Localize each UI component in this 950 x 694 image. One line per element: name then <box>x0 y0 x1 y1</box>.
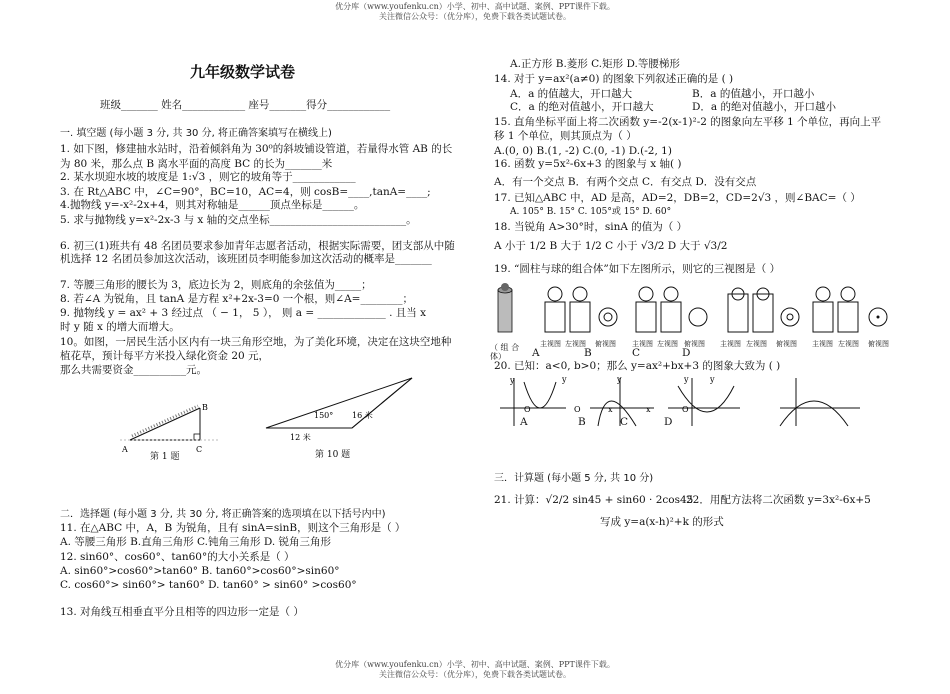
figure-10-angle-label: 150° <box>314 411 334 420</box>
page-header-line1: 优分库（www.youfenku.cn）小学、初中、高中试题、案例、PPT课件下载。 <box>335 2 615 11</box>
question-9-line1: 9. 抛物线 y = ax² + 3 经过点 （ − 1， 5 ）， 则 a = _____________ . 且当 x <box>60 307 427 319</box>
svg-text:y: y <box>562 375 567 384</box>
section2-heading: 二．选择题 (每小题 3 分, 共 30 分, 将正确答案的选项填在以下括号内中) <box>60 509 386 520</box>
option-A-views <box>545 287 617 332</box>
figure-1-label-C: C <box>196 445 203 454</box>
svg-text:O: O <box>574 405 581 414</box>
question-9-line2: 时 y 随 x 的增大而增大。 <box>60 321 180 333</box>
figure-10-side-16: 16 米 <box>352 411 373 420</box>
question-11: 11. 在△ABC 中，A，B 为锐角，且有 sinA=sinB，则这个三角形是（ ） <box>60 522 406 534</box>
q19-c-top-label: 俯视图 <box>776 340 797 348</box>
q19-c-main-label: 主视图 <box>720 340 741 348</box>
page-title: 九年级数学试卷 <box>190 63 296 81</box>
option-C-views <box>728 288 799 332</box>
question-19: 19. “圆柱与球的组合体”如下左图所示，则它的三视图是（ ） <box>494 263 781 275</box>
question-22: 22．用配方法将二次函数 y=3x²-6x+5 <box>686 494 871 506</box>
q19-combo-label: （ 组 合 <box>490 343 520 352</box>
question-13: 13. 对角线互相垂直平分且相等的四边形一定是（ ） <box>60 606 304 618</box>
q20-option-C: C <box>620 416 629 428</box>
figure-10-triangle <box>260 372 420 448</box>
section1-heading: 一. 填空题 (每小题 3 分, 共 30 分, 将正确答案填写在横线上) <box>60 128 332 139</box>
student-info-line: 班级_______ 姓名____________ 座号_______得分____________ <box>100 99 391 111</box>
question-2: 2. 某水坝迎水坡的坡度是 1:√3 ，则它的坡角等于____________ <box>60 171 356 183</box>
question-18: 18. 当锐角 A>30°时，sinA 的值为（ ） <box>494 221 688 233</box>
svg-text:x: x <box>608 405 613 414</box>
q20-option-D: D <box>664 416 673 428</box>
question-12-options-2: C. cos60°> sin60°> tan60° D. tan60° > sin60° >cos60° <box>60 579 357 591</box>
question-6-line1: 6. 初三(1)班共有 48 名团员要求参加青年志愿者活动，根据实际需要，团支部从中随 <box>60 240 455 252</box>
option-D-views <box>813 287 887 332</box>
question-15-line1: 15. 直角坐标平面上将二次函数 y=-2(x-1)²-2 的图象向左平移 1 个单位，再向上平 <box>494 116 882 128</box>
q19-a-main-label: 主视图 <box>540 340 561 348</box>
option-B-views <box>636 287 707 332</box>
question-15-options: A.(0, 0) B.(1, -2) C.(0, -1) D.(-2, 1) <box>494 145 672 157</box>
question-6-line2: 机选择 12 名团员参加这次活动，该班团员李明能参加这次活动的概率是_______ <box>60 253 432 265</box>
graph-A <box>500 375 567 426</box>
section3-heading: 三．计算题 (每小题 5 分, 共 10 分) <box>494 473 654 484</box>
question-14-option-c: C．a 的绝对值越小，开口越大 <box>510 101 654 113</box>
q19-b-left-label: 左视图 <box>657 340 678 348</box>
question-18-options: A 小于 1/2 B 大于 1/2 C 小于 √3/2 D 大于 √3/2 <box>494 240 728 252</box>
q19-d-left-label: 左视图 <box>838 340 859 348</box>
svg-text:y: y <box>684 375 689 384</box>
q19-d-main-label: 主视图 <box>812 340 833 348</box>
q19-option-C: C <box>632 347 641 359</box>
question-13-options: A.正方形 B.菱形 C.矩形 D.等腰梯形 <box>510 58 680 70</box>
figure-1-caption: 第 1 题 <box>150 452 180 462</box>
figure-1-label-B: B <box>202 403 208 412</box>
q20-option-A: A <box>520 416 528 428</box>
question-11-options: A. 等腰三角形 B.直角三角形 C.钝角三角形 D. 锐角三角形 <box>60 536 332 548</box>
figure-10-side-12: 12 米 <box>290 433 311 442</box>
q19-combo-label2: 体） <box>490 352 506 361</box>
figure-1-label-A: A <box>122 445 128 454</box>
question-1-line2: 为 80 米，那么点 B 离水平面的高度 BC 的长为_______米 <box>60 158 333 170</box>
question-14: 14. 对于 y=ax²(a≠0) 的图象下列叙述正确的是 ( ) <box>494 73 734 85</box>
q19-option-D: D <box>682 347 691 359</box>
question-21: 21. 计算：√2/2 sin45 + sin60 · 2cos45 <box>494 494 694 506</box>
graph-C <box>668 375 740 426</box>
question-17-options: A. 105° B. 15° C. 105°或 15° D. 60° <box>510 207 672 217</box>
q19-d-top-label: 俯视图 <box>868 340 889 348</box>
figure-1-slope <box>120 398 220 460</box>
question-5: 5. 求与抛物线 y=x²-2x-3 与 x 轴的交点坐标__________________________。 <box>60 214 417 226</box>
question-10-line2: 植花草，预计每平方米投入绿化资金 20 元， <box>60 350 270 362</box>
svg-text:x: x <box>646 405 651 414</box>
question-20-graphs <box>496 372 896 430</box>
question-22-line2: 写成 y=a(x-h)²+k 的形式 <box>600 516 724 528</box>
q19-b-main-label: 主视图 <box>632 340 653 348</box>
question-17: 17. 已知△ABC 中，AD 是高，AD=2，DB=2，CD=2√3 ，则∠BAC=（ ） <box>494 192 861 204</box>
q19-a-left-label: 左视图 <box>565 340 586 348</box>
svg-text:y: y <box>710 375 715 384</box>
question-1-line1: 1. 如下图，修建抽水站时，沿着倾斜角为 30⁰的斜坡铺设管道，若量得水管 AB 的长 <box>60 143 453 155</box>
page-footer-line1: 优分库（www.youfenku.cn）小学、初中、高中试题、案例、PPT课件下载。 <box>335 660 615 669</box>
graph-B <box>574 375 654 426</box>
q19-option-A: A <box>532 347 540 359</box>
svg-text:y: y <box>617 375 622 384</box>
question-3: 3. 在 Rt△ABC 中，∠C=90°，BC=10，AC=4，则 cosB=____,tanA=____; <box>60 186 431 198</box>
question-4: 4.抛物线 y=-x²-2x+4，则其对称轴是______顶点坐标是______。 <box>60 199 365 211</box>
question-14-option-a: A．a 的值越大，开口越大 <box>510 88 633 100</box>
svg-text:O: O <box>682 405 689 414</box>
q19-c-left-label: 左视图 <box>746 340 767 348</box>
q19-a-top-label: 俯视图 <box>595 340 616 348</box>
question-10-line1: 10。如图，一居民生活小区内有一块三角形空地，为了美化环境，决定在这块空地种 <box>60 336 452 348</box>
svg-text:y: y <box>510 376 515 385</box>
page-footer-line2: 关注微信公众号：（优分库），免费下载各类试题试卷。 <box>379 670 571 679</box>
question-20: 20. 已知：a<0, b>0；那么 y=ax²+bx+3 的图象大致为 ( ) <box>494 360 781 372</box>
question-15-line2: 移 1 个单位，则其顶点为（ ） <box>494 130 637 142</box>
figure-10-caption: 第 10 题 <box>315 450 351 460</box>
question-10-line3: 那么共需要资金__________元。 <box>60 364 207 376</box>
svg-text:O: O <box>524 405 531 414</box>
q19-option-B: B <box>584 347 592 359</box>
question-8: 8. 若∠A 为锐角，且 tanA 是方程 x²+2x-3=0 一个根，则∠A=________； <box>60 293 413 305</box>
question-14-option-d: D．a 的绝对值越小，开口越小 <box>692 101 837 113</box>
combo-body-figure <box>498 283 512 332</box>
question-16-options: A．有一个交点 B．有两个交点 C．有交点 D．没有交点 <box>494 176 757 188</box>
question-12-options-1: A. sin60°>cos60°>tan60° B. tan60°>cos60°>sin60° <box>60 565 340 577</box>
q19-b-top-label: 俯视图 <box>684 340 705 348</box>
question-7: 7. 等腰三角形的腰长为 3，底边长为 2，则底角的余弦值为_____； <box>60 279 372 291</box>
q20-option-B: B <box>578 416 586 428</box>
page-header-line2: 关注微信公众号：（优分库），免费下载各类试题试卷。 <box>379 12 571 21</box>
question-14-option-b: B．a 的值越小，开口越小 <box>692 88 815 100</box>
question-16: 16. 函数 y=5x²-6x+3 的图象与 x 轴( ) <box>494 158 682 170</box>
question-12: 12. sin60°、cos60°、tan60°的大小关系是（ ） <box>60 551 295 563</box>
